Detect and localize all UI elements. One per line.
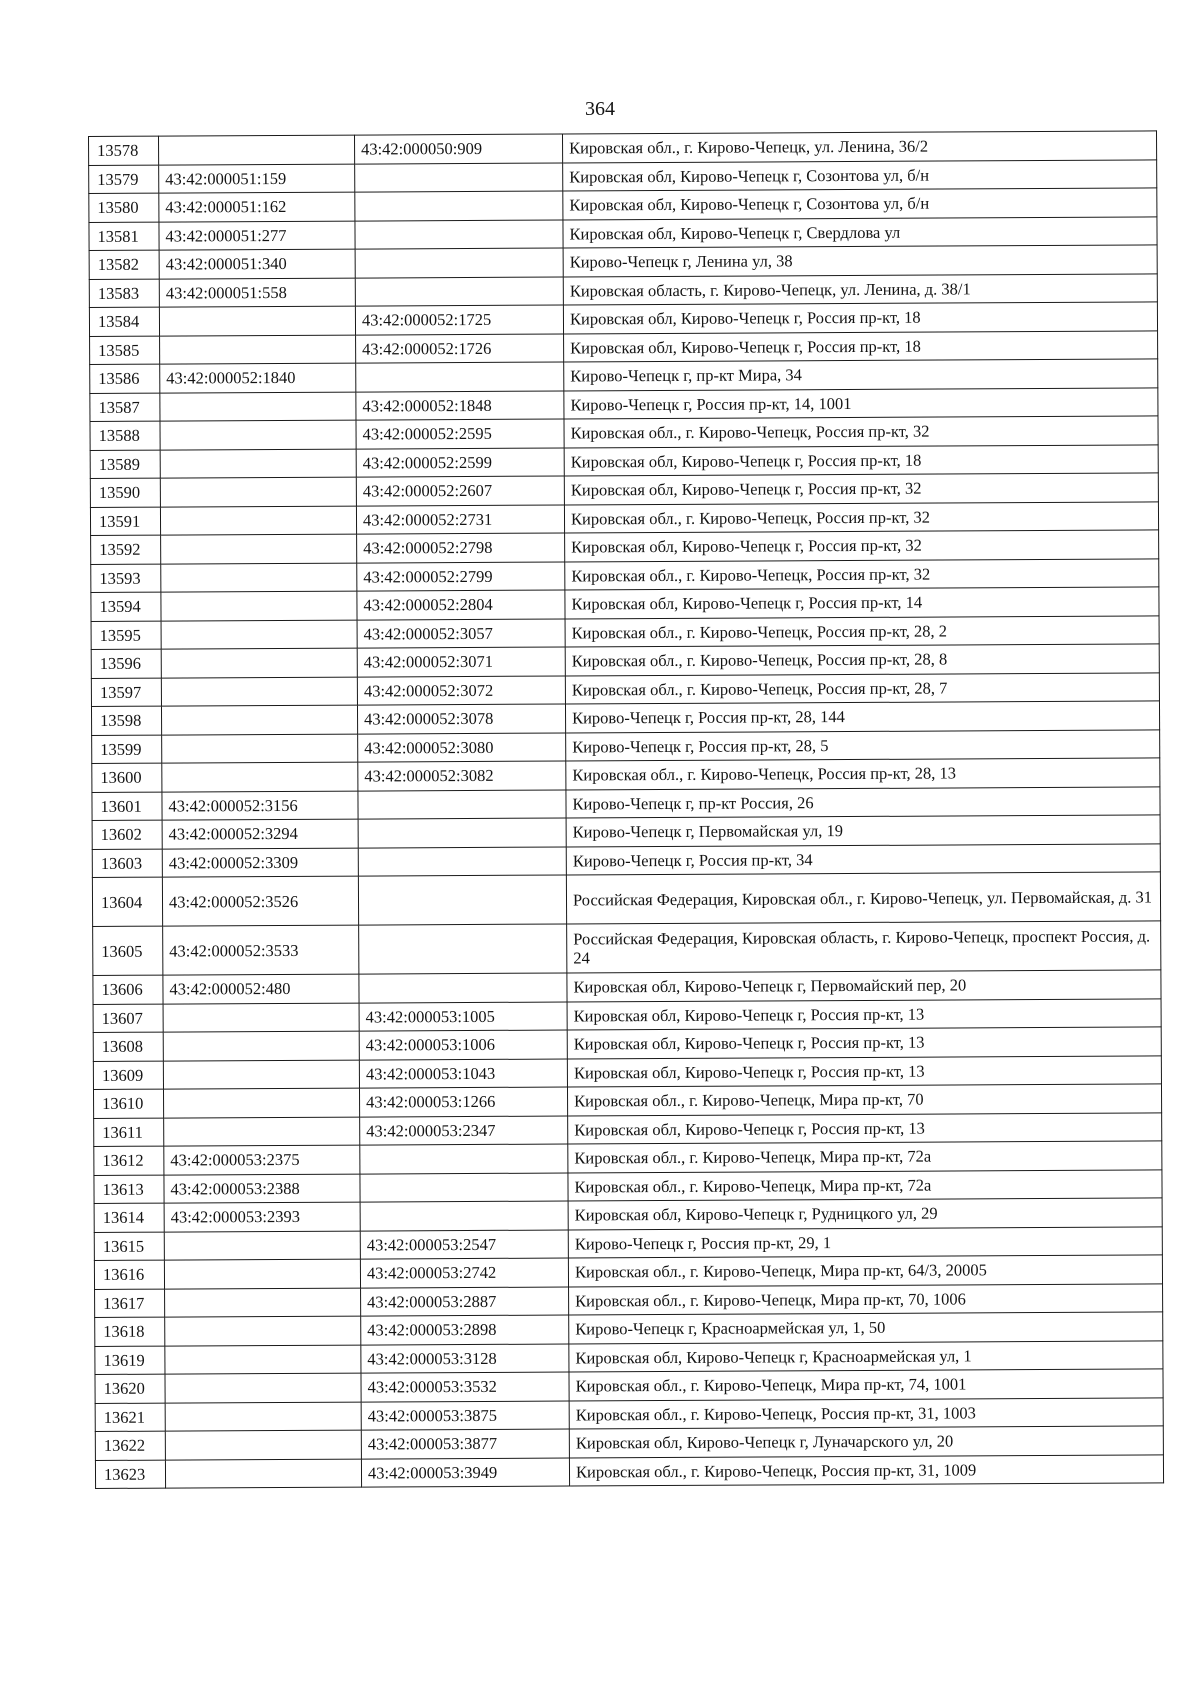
row-number-cell: 13607 xyxy=(93,1004,163,1033)
row-number-cell: 13591 xyxy=(90,507,160,536)
address-cell: Кировская обл., г. Кирово-Чепецк, Мира пр-кт, 70 xyxy=(567,1084,1161,1116)
row-number-cell: 13589 xyxy=(90,450,160,479)
row-number-cell: 13615 xyxy=(94,1232,164,1261)
address-cell: Кировская обл, Кирово-Чепецк г, Россия пр-кт, 13 xyxy=(567,998,1161,1030)
cadastral-number-cell: 43:42:000051:340 xyxy=(159,249,355,279)
row-number-cell: 13616 xyxy=(94,1260,164,1289)
cadastral-number-alt-cell xyxy=(355,191,563,221)
row-number-cell: 13580 xyxy=(89,193,159,222)
address-cell: Кировская обл., г. Кирово-Чепецк, Россия пр-кт, 32 xyxy=(564,501,1158,533)
row-number-cell: 13602 xyxy=(92,820,162,849)
cadastral-number-cell xyxy=(165,1316,361,1346)
cadastral-number-alt-cell xyxy=(358,847,566,877)
address-cell: Кировская обл., г. Кирово-Чепецк, ул. Ленина, 36/2 xyxy=(562,131,1156,163)
cadastral-number-cell: 43:42:000051:159 xyxy=(159,164,355,194)
row-number-cell: 13609 xyxy=(93,1061,163,1090)
address-cell: Кировская обл, Кирово-Чепецк г, Россия пр-кт, 13 xyxy=(567,1055,1161,1087)
address-cell: Кировская область, г. Кирово-Чепецк, ул. Ленина, д. 38/1 xyxy=(563,273,1157,305)
cadastral-number-cell: 43:42:000052:3294 xyxy=(162,819,358,849)
address-cell: Кировская обл., г. Кирово-Чепецк, Россия пр-кт, 28, 8 xyxy=(565,644,1159,676)
row-number-cell: 13597 xyxy=(91,678,161,707)
cadastral-number-cell: 43:42:000053:2388 xyxy=(164,1174,360,1204)
row-number-cell: 13605 xyxy=(93,926,163,975)
cadastral-number-cell xyxy=(160,420,356,450)
table-row xyxy=(93,921,1161,976)
cadastral-number-cell xyxy=(165,1430,361,1460)
row-number-cell: 13583 xyxy=(89,279,159,308)
address-cell: Кировская обл., г. Кирово-Чепецк, Россия пр-кт, 31, 1003 xyxy=(569,1397,1163,1429)
row-number-cell: 13622 xyxy=(95,1431,165,1460)
cadastral-number-alt-cell xyxy=(360,1144,568,1174)
cadastral-number-alt-cell xyxy=(359,924,567,974)
cadastral-number-cell xyxy=(163,1088,359,1118)
cadastral-number-alt-cell: 43:42:000053:3128 xyxy=(361,1343,569,1373)
cadastral-number-alt-cell: 43:42:000052:1848 xyxy=(356,391,564,421)
cadastral-number-alt-cell xyxy=(360,1201,568,1231)
address-cell: Кировская обл, Кирово-Чепецк г, Красноармейская ул, 1 xyxy=(569,1340,1163,1372)
address-cell: Кирово-Чепецк г, Красноармейская ул, 1, 50 xyxy=(569,1312,1163,1344)
cadastral-number-alt-cell: 43:42:000052:2804 xyxy=(357,590,565,620)
row-number-cell: 13595 xyxy=(91,621,161,650)
row-number-cell: 13579 xyxy=(89,165,159,194)
cadastral-number-alt-cell: 43:42:000052:2799 xyxy=(357,562,565,592)
cadastral-number-alt-cell xyxy=(358,875,566,925)
address-cell: Кировская обл., г. Кирово-Чепецк, Мира пр-кт, 72а xyxy=(568,1141,1162,1173)
table-row xyxy=(92,872,1160,927)
address-cell: Кировская обл, Кирово-Чепецк г, Россия пр-кт, 32 xyxy=(565,530,1159,562)
row-number-cell: 13610 xyxy=(93,1089,163,1118)
row-number-cell: 13592 xyxy=(91,535,161,564)
address-cell: Кирово-Чепецк г, Россия пр-кт, 29, 1 xyxy=(568,1226,1162,1258)
cadastral-number-alt-cell: 43:42:000052:3078 xyxy=(357,704,565,734)
row-number-cell: 13587 xyxy=(90,393,160,422)
cadastral-number-alt-cell: 43:42:000052:3072 xyxy=(357,676,565,706)
address-cell: Кировская обл, Кирово-Чепецк г, Рудницкого ул, 29 xyxy=(568,1198,1162,1230)
row-number-cell: 13613 xyxy=(94,1175,164,1204)
address-cell: Кировская обл., г. Кирово-Чепецк, Мира пр-кт, 72а xyxy=(568,1169,1162,1201)
row-number-cell: 13582 xyxy=(89,250,159,279)
cadastral-number-alt-cell: 43:42:000052:3071 xyxy=(357,647,565,677)
cadastral-number-cell xyxy=(164,1231,360,1261)
address-cell: Кировская обл, Кирово-Чепецк г, Россия пр-кт, 18 xyxy=(564,330,1158,362)
row-number-cell: 13618 xyxy=(95,1317,165,1346)
cadastral-number-alt-cell: 43:42:000052:3080 xyxy=(358,733,566,763)
cadastral-number-cell: 43:42:000052:3156 xyxy=(162,791,358,821)
row-number-cell: 13581 xyxy=(89,222,159,251)
address-cell: Кировская обл, Кирово-Чепецк г, Россия пр-кт, 18 xyxy=(563,302,1157,334)
cadastral-number-cell xyxy=(161,591,357,621)
cadastral-number-cell xyxy=(163,1060,359,1090)
cadastral-number-cell xyxy=(161,677,357,707)
cadastral-number-cell xyxy=(159,135,355,165)
address-cell: Кировская обл, Кирово-Чепецк г, Россия пр-кт, 32 xyxy=(564,473,1158,505)
cadastral-number-alt-cell: 43:42:000052:2798 xyxy=(357,533,565,563)
address-cell: Кирово-Чепецк г, Россия пр-кт, 34 xyxy=(566,843,1160,875)
row-number-cell: 13600 xyxy=(92,763,162,792)
row-number-cell: 13594 xyxy=(91,592,161,621)
cadastral-number-cell xyxy=(165,1345,361,1375)
cadastral-number-alt-cell: 43:42:000053:2887 xyxy=(361,1286,569,1316)
cadastral-number-cell xyxy=(160,449,356,479)
address-cell: Кировская обл, Кирово-Чепецк г, Россия пр-кт, 18 xyxy=(564,444,1158,476)
cadastral-number-cell xyxy=(160,392,356,422)
row-number-cell: 13599 xyxy=(92,735,162,764)
address-cell: Кировская обл., г. Кирово-Чепецк, Мира пр-кт, 74, 1001 xyxy=(569,1369,1163,1401)
address-cell: Кировская обл, Кирово-Чепецк г, Созонтова ул, б/н xyxy=(563,159,1157,191)
address-cell: Российская Федерация, Кировская область, г. Кирово-Чепецк, проспект Россия, д. 24 xyxy=(567,921,1161,973)
cadastral-number-alt-cell xyxy=(358,818,566,848)
cadastral-number-cell xyxy=(161,648,357,678)
cadastral-number-cell: 43:42:000051:277 xyxy=(159,221,355,251)
cadastral-number-alt-cell: 43:42:000052:2607 xyxy=(356,476,564,506)
cadastral-number-alt-cell: 43:42:000053:2347 xyxy=(360,1116,568,1146)
cadastral-number-alt-cell: 43:42:000053:3875 xyxy=(361,1400,569,1430)
cadastral-number-alt-cell: 43:42:000053:2742 xyxy=(360,1258,568,1288)
cadastral-number-alt-cell: 43:42:000053:2898 xyxy=(361,1315,569,1345)
cadastral-number-cell: 43:42:000053:2393 xyxy=(164,1202,360,1232)
cadastral-number-cell xyxy=(164,1259,360,1289)
row-number-cell: 13596 xyxy=(91,649,161,678)
address-cell: Кировская обл., г. Кирово-Чепецк, Россия пр-кт, 31, 1009 xyxy=(569,1454,1163,1486)
cadastral-number-cell xyxy=(160,506,356,536)
address-cell: Кирово-Чепецк г, Ленина ул, 38 xyxy=(563,245,1157,277)
registry-table-body xyxy=(89,131,1164,1489)
row-number-cell: 13601 xyxy=(92,792,162,821)
row-number-cell: 13614 xyxy=(94,1203,164,1232)
row-number-cell: 13588 xyxy=(90,421,160,450)
row-number-cell: 13593 xyxy=(91,564,161,593)
cadastral-number-alt-cell: 43:42:000053:1006 xyxy=(359,1030,567,1060)
cadastral-number-cell xyxy=(165,1288,361,1318)
row-number-cell: 13585 xyxy=(90,336,160,365)
row-number-cell: 13611 xyxy=(94,1118,164,1147)
address-cell: Кировская обл., г. Кирово-Чепецк, Мира пр-кт, 70, 1006 xyxy=(569,1283,1163,1315)
cadastral-number-alt-cell: 43:42:000053:3877 xyxy=(361,1429,569,1459)
cadastral-number-cell xyxy=(162,734,358,764)
cadastral-number-alt-cell xyxy=(356,362,564,392)
address-cell: Кировская обл, Кирово-Чепецк г, Россия пр-кт, 14 xyxy=(565,587,1159,619)
table-row xyxy=(95,1454,1163,1488)
cadastral-number-alt-cell: 43:42:000053:1043 xyxy=(359,1059,567,1089)
cadastral-number-alt-cell: 43:42:000052:1726 xyxy=(356,334,564,364)
cadastral-number-cell xyxy=(164,1117,360,1147)
cadastral-number-alt-cell: 43:42:000052:3057 xyxy=(357,619,565,649)
cadastral-number-cell: 43:42:000052:480 xyxy=(163,974,359,1004)
cadastral-number-cell xyxy=(160,335,356,365)
address-cell: Кировская обл, Кирово-Чепецк г, Первомайский пер, 20 xyxy=(567,970,1161,1002)
cadastral-number-alt-cell: 43:42:000052:2595 xyxy=(356,419,564,449)
cadastral-number-cell xyxy=(163,1031,359,1061)
cadastral-number-cell: 43:42:000052:3309 xyxy=(162,848,358,878)
cadastral-number-alt-cell xyxy=(355,163,563,193)
cadastral-number-alt-cell xyxy=(360,1173,568,1203)
address-cell: Кирово-Чепецк г, пр-кт Россия, 26 xyxy=(566,786,1160,818)
cadastral-number-alt-cell: 43:42:000053:1005 xyxy=(359,1002,567,1032)
row-number-cell: 13620 xyxy=(95,1374,165,1403)
cadastral-number-cell xyxy=(160,477,356,507)
address-cell: Кировская обл, Кирово-Чепецк г, Луначарского ул, 20 xyxy=(569,1426,1163,1458)
address-cell: Кировская обл., г. Кирово-Чепецк, Россия пр-кт, 32 xyxy=(564,416,1158,448)
row-number-cell: 13623 xyxy=(95,1460,165,1489)
cadastral-number-cell: 43:42:000051:558 xyxy=(159,278,355,308)
cadastral-number-alt-cell xyxy=(355,220,563,250)
address-cell: Российская Федерация, Кировская обл., г. Кирово-Чепецк, ул. Первомайская, д. 31 xyxy=(566,872,1160,924)
cadastral-number-cell xyxy=(161,620,357,650)
cadastral-number-cell xyxy=(161,705,357,735)
cadastral-number-cell: 43:42:000052:3533 xyxy=(163,925,359,975)
cadastral-number-alt-cell xyxy=(358,790,566,820)
cadastral-number-alt-cell: 43:42:000050:909 xyxy=(354,134,562,164)
address-cell: Кирово-Чепецк г, Россия пр-кт, 14, 1001 xyxy=(564,387,1158,419)
address-cell: Кировская обл, Кирово-Чепецк г, Свердлова ул xyxy=(563,216,1157,248)
address-cell: Кировская обл, Кирово-Чепецк г, Созонтова ул, б/н xyxy=(563,188,1157,220)
cadastral-number-alt-cell: 43:42:000052:2599 xyxy=(356,448,564,478)
row-number-cell: 13590 xyxy=(90,478,160,507)
row-number-cell: 13606 xyxy=(93,975,163,1004)
address-cell: Кировская обл., г. Кирово-Чепецк, Россия пр-кт, 28, 2 xyxy=(565,615,1159,647)
cadastral-number-cell xyxy=(161,563,357,593)
row-number-cell: 13603 xyxy=(92,849,162,878)
cadastral-number-cell xyxy=(163,1003,359,1033)
cadastral-number-alt-cell: 43:42:000052:1725 xyxy=(355,305,563,335)
row-number-cell: 13621 xyxy=(95,1403,165,1432)
cadastral-number-alt-cell: 43:42:000052:2731 xyxy=(356,505,564,535)
cadastral-number-cell: 43:42:000052:3526 xyxy=(162,876,358,926)
address-cell: Кирово-Чепецк г, пр-кт Мира, 34 xyxy=(564,359,1158,391)
row-number-cell: 13604 xyxy=(92,877,162,926)
cadastral-number-cell xyxy=(165,1459,361,1489)
row-number-cell: 13612 xyxy=(94,1146,164,1175)
cadastral-number-alt-cell xyxy=(355,248,563,278)
row-number-cell: 13586 xyxy=(90,364,160,393)
cadastral-number-cell: 43:42:000051:162 xyxy=(159,192,355,222)
address-cell: Кировская обл, Кирово-Чепецк г, Россия пр-кт, 13 xyxy=(567,1027,1161,1059)
cadastral-number-cell xyxy=(159,306,355,336)
address-cell: Кировская обл., г. Кирово-Чепецк, Россия пр-кт, 28, 7 xyxy=(565,672,1159,704)
row-number-cell: 13608 xyxy=(93,1032,163,1061)
address-cell: Кировская обл., г. Кирово-Чепецк, Россия пр-кт, 28, 13 xyxy=(566,758,1160,790)
cadastral-number-cell xyxy=(165,1373,361,1403)
cadastral-number-alt-cell: 43:42:000053:1266 xyxy=(359,1087,567,1117)
address-cell: Кировская обл., г. Кирово-Чепецк, Россия пр-кт, 32 xyxy=(565,558,1159,590)
row-number-cell: 13578 xyxy=(89,136,159,165)
registry-table xyxy=(88,130,1164,1489)
cadastral-number-cell: 43:42:000052:1840 xyxy=(160,363,356,393)
cadastral-number-cell xyxy=(165,1402,361,1432)
address-cell: Кирово-Чепецк г, Россия пр-кт, 28, 5 xyxy=(566,729,1160,761)
cadastral-number-alt-cell: 43:42:000053:2547 xyxy=(360,1230,568,1260)
address-cell: Кировская обл., г. Кирово-Чепецк, Мира пр-кт, 64/3, 20005 xyxy=(568,1255,1162,1287)
cadastral-number-alt-cell: 43:42:000053:3532 xyxy=(361,1372,569,1402)
row-number-cell: 13598 xyxy=(91,706,161,735)
address-cell: Кирово-Чепецк г, Первомайская ул, 19 xyxy=(566,815,1160,847)
cadastral-number-alt-cell xyxy=(355,277,563,307)
cadastral-number-alt-cell: 43:42:000052:3082 xyxy=(358,761,566,791)
cadastral-number-alt-cell: 43:42:000053:3949 xyxy=(361,1457,569,1487)
page-number: 364 xyxy=(585,98,615,120)
address-cell: Кирово-Чепецк г, Россия пр-кт, 28, 144 xyxy=(565,701,1159,733)
cadastral-number-cell: 43:42:000053:2375 xyxy=(164,1145,360,1175)
row-number-cell: 13584 xyxy=(89,307,159,336)
cadastral-number-cell xyxy=(161,534,357,564)
address-cell: Кировская обл, Кирово-Чепецк г, Россия пр-кт, 13 xyxy=(568,1112,1162,1144)
cadastral-number-alt-cell xyxy=(359,973,567,1003)
row-number-cell: 13617 xyxy=(95,1289,165,1318)
row-number-cell: 13619 xyxy=(95,1346,165,1375)
cadastral-number-cell xyxy=(162,762,358,792)
